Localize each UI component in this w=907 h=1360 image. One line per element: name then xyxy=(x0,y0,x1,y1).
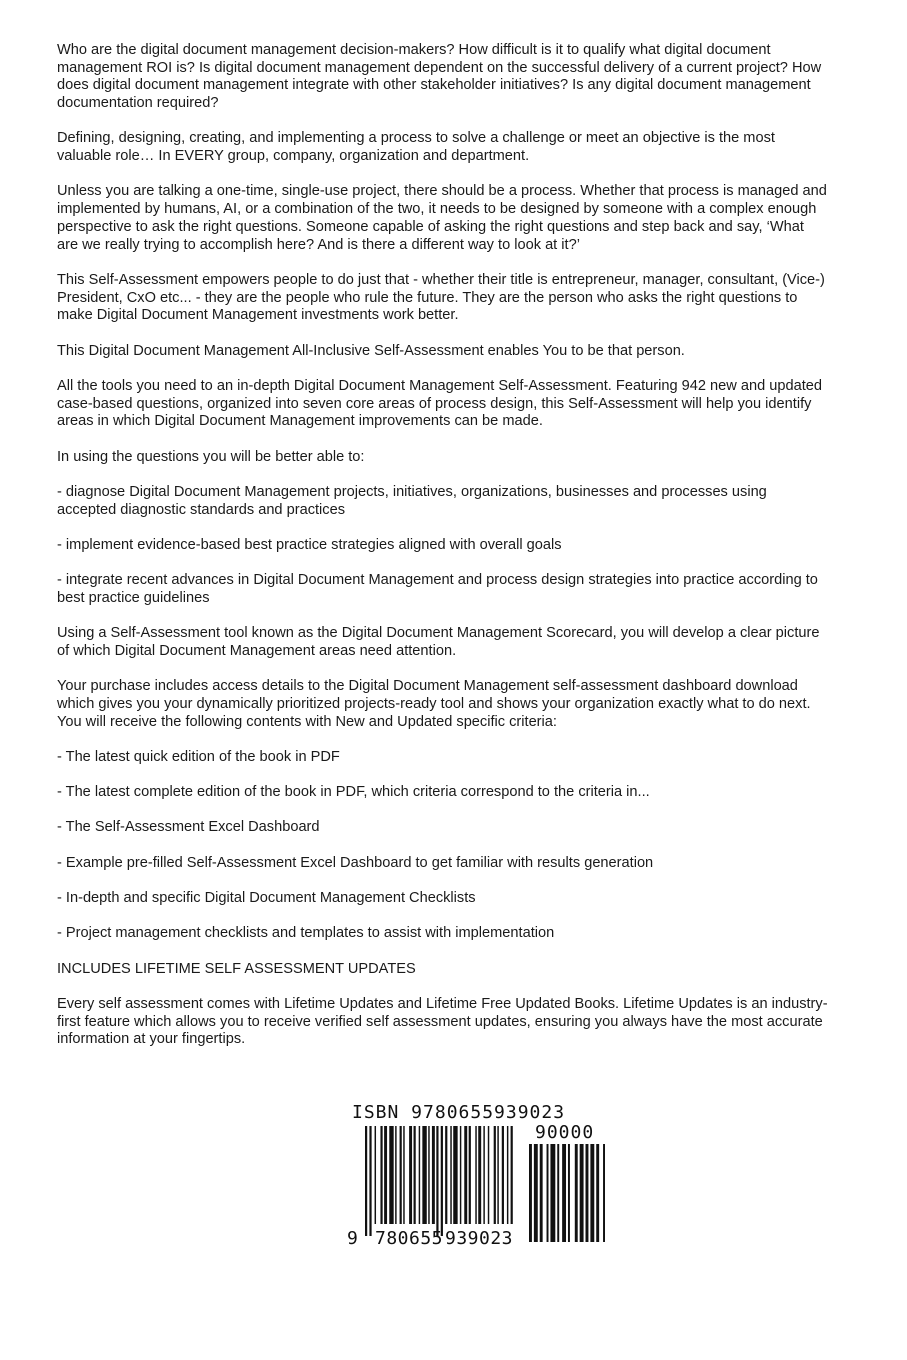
barcode-bars-main xyxy=(365,1126,515,1236)
barcode-bar xyxy=(453,1126,457,1224)
barcode-bar xyxy=(497,1126,498,1224)
barcode-bar xyxy=(445,1126,447,1224)
paragraph: Defining, designing, creating, and implementing a process to solve a challenge or meet an objective is the most valuable role… In EVERY group, company, organization and department. xyxy=(57,130,775,165)
list-item: - The latest quick edition of the book in PDF xyxy=(57,748,340,765)
barcode-bar xyxy=(540,1144,543,1242)
paragraph: This Digital Document Management All-Inclusive Self-Assessment enables You to be that person. xyxy=(57,342,685,359)
barcode-bar xyxy=(562,1144,566,1242)
barcode-bar xyxy=(375,1126,376,1224)
barcode-bar xyxy=(575,1144,578,1242)
barcode-bar xyxy=(469,1126,471,1224)
paragraph: This Self-Assessment empowers people to do just that - whether their title is entrepreneur, manager, consultant, (Vice-) President, CxO etc... - they are the people who rule the future. They are the person who asks the right questions to make Digital Document Management investments work better. xyxy=(57,271,825,324)
barcode-bar xyxy=(603,1144,605,1242)
list-item: - implement evidence-based best practice strategies aligned with overall goals xyxy=(57,536,562,553)
isbn-label: ISBN 9780655939023 xyxy=(352,1102,566,1123)
barcode-bar xyxy=(441,1126,443,1236)
paragraph: Who are the digital document management decision-makers? How difficult is it to qualify what digital document management ROI is? Is digital document management dependent on the successful delivery of a current project? How does digital document management integrate with other stakeholder initiatives? Is any digital document management documentation required? xyxy=(57,42,822,112)
paragraph: In using the questions you will be better able to: xyxy=(57,448,365,465)
barcode-bar xyxy=(365,1126,367,1236)
description-text xyxy=(57,42,829,1067)
list-item: - diagnose Digital Document Management projects, initiatives, organizations, businesses and processes using accepted diagnostic standards and practices xyxy=(57,483,767,518)
barcode-bar xyxy=(507,1126,508,1224)
isbn-barcode xyxy=(345,1102,615,1252)
list-item: - The latest complete edition of the book in PDF, which criteria correspond to the criteria in... xyxy=(57,784,650,801)
barcode-bar xyxy=(409,1126,412,1224)
barcode-bar xyxy=(580,1144,584,1242)
barcode-bar xyxy=(414,1126,416,1224)
paragraph: Every self assessment comes with Lifetime Updates and Lifetime Free Updated Books. Lifetime Updates is an industry-first feature which allows you to receive verified self assessment updates, ensuring you always have the most accurate information at your fingertips. xyxy=(57,995,828,1048)
paragraph: All the tools you need to an in-depth Digital Document Management Self-Assessment. Featuring 942 new and updated case-based questions, organized into seven core areas of process design, this Self-Assessment will help you identify areas in which Digital Document Management improvements can be made. xyxy=(57,377,823,430)
barcode-digits-right: 939023 xyxy=(445,1228,514,1249)
list-item: - Project management checklists and templates to assist with implementation xyxy=(57,925,555,942)
barcode-bar xyxy=(478,1126,481,1224)
barcode-bar xyxy=(547,1144,549,1242)
paragraph: Using a Self-Assessment tool known as the Digital Document Management Scorecard, you will develop a clear picture of which Digital Document Management areas need attention. xyxy=(57,625,820,659)
barcode-bar xyxy=(380,1126,382,1224)
barcode-bar xyxy=(432,1126,435,1224)
barcode-bar xyxy=(590,1144,594,1242)
barcode-bar xyxy=(511,1126,513,1224)
barcode-bar xyxy=(488,1126,489,1224)
barcode-bar xyxy=(494,1126,496,1224)
barcode-bar xyxy=(475,1126,476,1224)
barcode-bar xyxy=(384,1126,387,1224)
barcode-addon-digits: 90000 xyxy=(535,1122,595,1143)
list-item: - In-depth and specific Digital Document Management Checklists xyxy=(57,890,476,906)
list-item: - The Self-Assessment Excel Dashboard xyxy=(57,819,320,836)
barcode-bar xyxy=(529,1144,532,1242)
barcode-bar xyxy=(450,1126,451,1224)
barcode-bar xyxy=(400,1126,402,1224)
barcode-bar xyxy=(596,1144,599,1242)
barcode-bar xyxy=(436,1126,438,1236)
barcode-bar xyxy=(550,1144,555,1242)
barcode-bar xyxy=(483,1126,484,1224)
barcode-bar xyxy=(502,1126,504,1224)
section-heading: INCLUDES LIFETIME SELF ASSESSMENT UPDATES xyxy=(57,960,416,977)
barcode-bar xyxy=(586,1144,589,1242)
paragraph: Your purchase includes access details to the Digital Document Management self-assessment dashboard download which gives you your dynamically prioritized projects-ready tool and shows your organization exactly what to do next. You will receive the following contents with New and Updated specific criteria: xyxy=(57,678,811,730)
barcode-bar xyxy=(568,1144,570,1242)
barcode-bar xyxy=(464,1126,467,1224)
barcode-bar xyxy=(389,1126,393,1224)
barcode-bars-addon xyxy=(529,1144,605,1242)
paragraph: Unless you are talking a one-time, single-use project, there should be a process. Whether that process is managed and implemented by humans, AI, or a combination of the two, it needs to be designed by someone with a complex enough perspective to ask the right questions. Someone capable of asking the right questions and step back and say, ‘What are we really trying to accomplish here? And is there a different way to look at it?’ xyxy=(57,183,827,253)
barcode-bar xyxy=(460,1126,461,1224)
barcode-bar xyxy=(369,1126,371,1236)
barcode-bar xyxy=(403,1126,404,1224)
barcode-digit-first: 9 xyxy=(347,1228,358,1249)
barcode-bar xyxy=(428,1126,429,1224)
barcode-digits-left: 780655 xyxy=(375,1228,444,1249)
barcode-bar xyxy=(419,1126,420,1224)
barcode-bar xyxy=(534,1144,538,1242)
barcode-bar xyxy=(395,1126,396,1224)
barcode-bar xyxy=(557,1144,559,1242)
list-item: - integrate recent advances in Digital Document Management and process design strategies into practice according to best practice guidelines xyxy=(57,572,818,606)
barcode-bar xyxy=(422,1126,426,1224)
list-item: - Example pre-filled Self-Assessment Excel Dashboard to get familiar with results generation xyxy=(57,854,654,871)
